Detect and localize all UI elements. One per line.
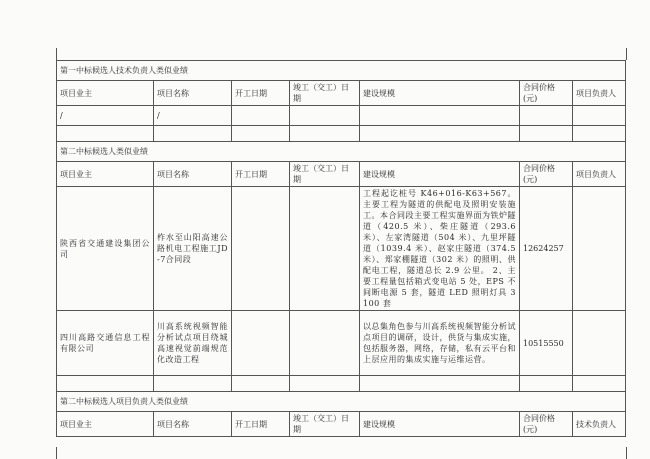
header-scale: 建设规模 (360, 162, 520, 187)
section2-header-row (57, 162, 626, 187)
section2-blank-row (57, 376, 626, 392)
cell-end-date (290, 106, 360, 126)
section1-title: 第一中标候选人技术负责人类似业绩 (57, 61, 626, 81)
cell-price (520, 376, 573, 392)
cell-start-date (232, 126, 290, 142)
section3-title: 第二中标候选人项目负责人类似业绩 (57, 392, 626, 412)
header-owner: 项目业主 (57, 81, 154, 106)
table-row (57, 311, 626, 376)
cell-start-date (232, 187, 290, 311)
header-project-name: 项目名称 (154, 162, 232, 187)
header-price: 合同价格(元) (520, 162, 573, 187)
header-start-date: 开工日期 (232, 81, 290, 106)
section2-title: 第二中标候选人类似业绩 (57, 142, 626, 162)
header-start-date: 开工日期 (232, 412, 290, 437)
section1-slash-row (57, 106, 626, 126)
cell-project-name: / (154, 106, 232, 126)
section1-header-row (57, 81, 626, 106)
performance-table (56, 60, 626, 437)
header-price: 合同价格(元) (520, 412, 573, 437)
cell-owner: 陕西省交通建设集团公司 (57, 187, 154, 311)
header-start-date: 开工日期 (232, 162, 290, 187)
section1-blank-row (57, 126, 626, 142)
section3-title-row (57, 392, 626, 412)
header-price: 合同价格(元) (520, 81, 573, 106)
cell-project-name: 柞水至山阳高速公路机电工程施工JD-7合同段 (154, 187, 232, 311)
cell-end-date (290, 376, 360, 392)
cell-price (520, 126, 573, 142)
cell-manager (573, 126, 626, 142)
cell-scale: 工程起讫桩号 K46+016-K63+567。主要工程为隧道的供配电及照明安装施工。本合同段主要工程实施界面为铁炉隧道（420.5 米）、柴庄隧道（293.6 米）、左家湾隧道（504 米）、九里坪隧道（1039.4 米）、赵家庄隧道（374.5米）、郑家棚隧道（302 米）的照明、供配电工程，隧道总长 2.9 公里。 2、主要工程量包括箱式变电站 5 处，EPS 不间断电源 5 套，隧道 LED 照明灯具 3100 套 (360, 187, 520, 311)
cell-end-date (290, 126, 360, 142)
cell-price: 10515550 (520, 311, 573, 376)
section3-header-row (57, 412, 626, 437)
header-owner: 项目业主 (57, 162, 154, 187)
cell-scale (360, 126, 520, 142)
cell-owner: 四川高路交通信息工程有限公司 (57, 311, 154, 376)
cell-owner (57, 126, 154, 142)
header-end-date: 竣工（交工）日期 (290, 412, 360, 437)
header-scale: 建设规模 (360, 81, 520, 106)
table-bottom-edge (56, 447, 627, 459)
cell-owner (57, 376, 154, 392)
cell-end-date (290, 311, 360, 376)
section1-title-row (57, 61, 626, 81)
cell-manager (573, 106, 626, 126)
cell-scale: 以总集角色参与川高系统视频智能分析试点项目的调研，设计，供货与集成实施，包括服务器，网络，存储，私有云平台和上层应用的集成实施与运维运营。 (360, 311, 520, 376)
cell-price (520, 106, 573, 126)
header-tech-lead: 技术负责人 (573, 412, 626, 437)
cell-manager (573, 311, 626, 376)
header-scale: 建设规模 (360, 412, 520, 437)
cell-start-date (232, 311, 290, 376)
cell-project-name (154, 126, 232, 142)
cell-project-name (154, 376, 232, 392)
cell-manager (573, 187, 626, 311)
section2-title-row (57, 142, 626, 162)
cell-start-date (232, 376, 290, 392)
cell-end-date (290, 187, 360, 311)
cell-project-name: 川高系统视频智能分析试点项目绕城高速视觉前端规范化改造工程 (154, 311, 232, 376)
cell-owner: / (57, 106, 154, 126)
header-manager: 项目负责人 (573, 81, 626, 106)
cell-scale (360, 376, 520, 392)
cell-start-date (232, 106, 290, 126)
header-project-name: 项目名称 (154, 412, 232, 437)
header-project-name: 项目名称 (154, 81, 232, 106)
cell-price: 12624257 (520, 187, 573, 311)
cell-manager (573, 376, 626, 392)
header-end-date: 竣工（交工）日期 (290, 81, 360, 106)
header-end-date: 竣工（交工）日期 (290, 162, 360, 187)
header-manager: 项目负责人 (573, 162, 626, 187)
table-row (57, 187, 626, 311)
cell-scale (360, 106, 520, 126)
table-top-edge (56, 48, 627, 60)
header-owner: 项目业主 (57, 412, 154, 437)
